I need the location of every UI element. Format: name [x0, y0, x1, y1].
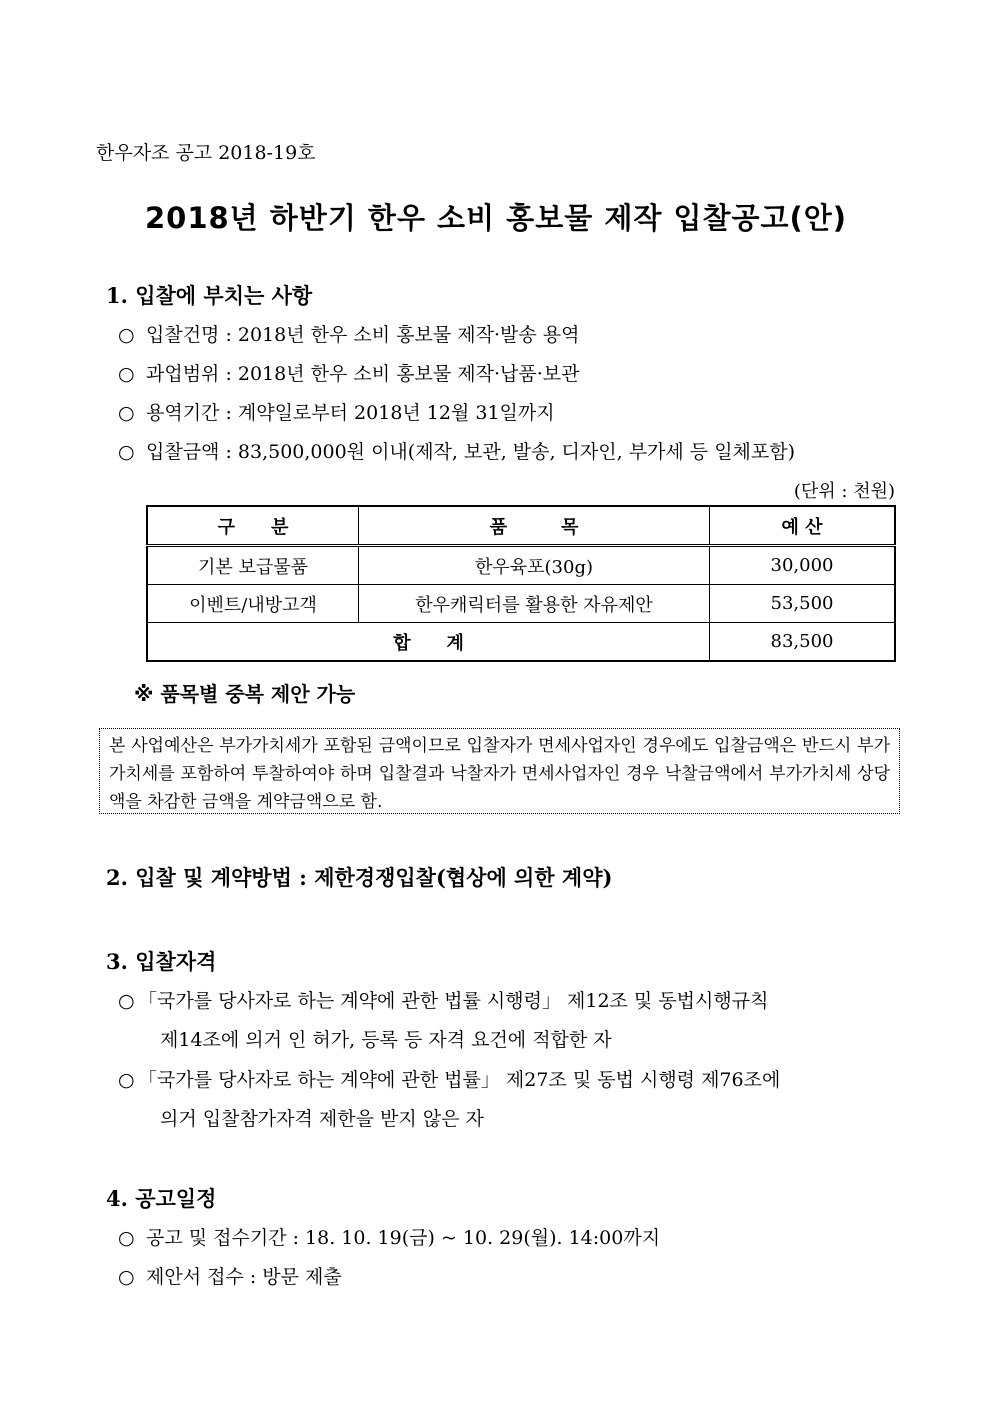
- bullet-circle-icon: ○: [118, 402, 135, 424]
- schedule-item-submission: ○ 제안서 접수 : 방문 제출: [118, 1266, 342, 1288]
- qualification-item-1: ○ 「국가를 당사자로 하는 계약에 관한 법률 시행령」 제12조 및 동법시행규칙: [118, 990, 769, 1012]
- duplicate-proposal-note: ※ 품목별 중복 제안 가능: [134, 682, 356, 706]
- table-total-row: [147, 623, 895, 662]
- table-row: 기본 보급물품 한우육포(30g) 30,000: [147, 546, 895, 585]
- vat-notice-box: 본 사업예산은 부가가치세가 포함된 금액이므로 입찰자가 면세사업자인 경우에도 입찰금액은 반드시 부가가치세를 포함하여 투찰하여야 하며 입찰결과 낙찰자가 면세사업자인 경우 낙찰금액에서 부가가치세 상당액을 차감한 금액을 계약금액으로 함.: [99, 728, 900, 814]
- bullet-circle-icon: ○: [118, 441, 135, 463]
- bullet-circle-icon: ○: [118, 1069, 135, 1091]
- bullet-circle-icon: ○: [118, 324, 135, 346]
- table-row: 이벤트/내방고객 한우캐릭터를 활용한 자유제안 53,500: [147, 585, 895, 623]
- section4-heading: 4. 공고일정: [106, 1186, 217, 1211]
- table-header-row: [147, 506, 895, 546]
- document-title: 2018년 하반기 한우 소비 홍보물 제작 입찰공고(안): [144, 201, 848, 235]
- qualification-item-2-cont: 의거 입찰참가자격 제한을 받지 않은 자: [160, 1108, 484, 1130]
- total-label: 합 계: [147, 623, 710, 662]
- bullet-circle-icon: ○: [118, 363, 135, 385]
- schedule-item-period: ○ 공고 및 접수기간 : 18. 10. 19(금) ~ 10. 29(월). 14:00까지: [118, 1227, 661, 1249]
- qualification-item-2: ○ 「국가를 당사자로 하는 계약에 관한 법률」 제27조 및 동법 시행령 제76조에: [118, 1069, 781, 1091]
- section1-heading: 1. 입찰에 부치는 사항: [106, 283, 313, 308]
- section3-heading: 3. 입찰자격: [106, 949, 217, 974]
- section2-heading: 2. 입찰 및 계약방법 : 제한경쟁입찰(협상에 의한 계약): [106, 865, 613, 890]
- total-value: 83,500: [710, 623, 896, 662]
- bid-name-item: ○ 입찰건명 : 2018년 한우 소비 홍보물 제작·발송 용역: [118, 324, 580, 346]
- header-category: 구 분: [147, 506, 359, 546]
- service-period-item: ○ 용역기간 : 계약일로부터 2018년 12월 31일까지: [118, 402, 555, 424]
- qualification-item-1-cont: 제14조에 의거 인 허가, 등록 등 자격 요건에 적합한 자: [160, 1029, 612, 1051]
- header-item: 품 목: [359, 506, 710, 546]
- budget-table: [146, 505, 896, 662]
- bullet-circle-icon: ○: [118, 1266, 135, 1288]
- bullet-circle-icon: ○: [118, 1227, 135, 1249]
- bid-amount-item: ○ 입찰금액 : 83,500,000원 이내(제작, 보관, 발송, 디자인, 부가세 등 일체포함): [118, 441, 796, 463]
- unit-label: (단위 : 천원): [793, 481, 895, 502]
- notice-number: 한우자조 공고 2018-19호: [96, 142, 316, 164]
- work-scope-item: ○ 과업범위 : 2018년 한우 소비 홍보물 제작·납품·보관: [118, 363, 580, 385]
- header-budget: 예 산: [710, 506, 896, 546]
- bullet-circle-icon: ○: [118, 990, 135, 1012]
